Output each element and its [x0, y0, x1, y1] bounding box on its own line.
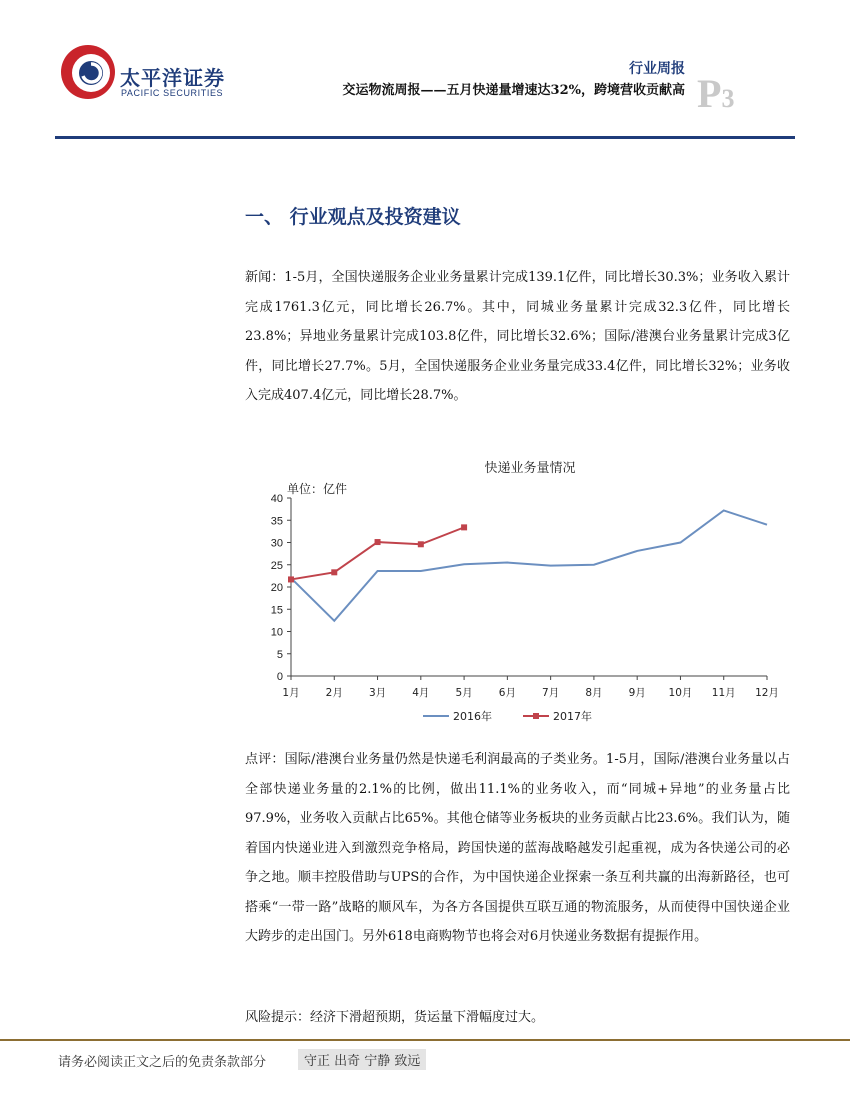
brand-name-cn: 太平洋证券	[120, 66, 225, 90]
data-point	[288, 576, 294, 582]
express-volume-chart	[243, 450, 783, 730]
series-line-2016年	[291, 510, 767, 620]
x-tick-label: 1月	[282, 687, 300, 699]
legend-label: 2016年	[453, 710, 492, 723]
x-tick-label: 5月	[455, 687, 473, 699]
data-point	[418, 541, 424, 547]
footer-motto: 守正 出奇 宁静 致远	[298, 1049, 426, 1070]
x-tick-label: 10月	[668, 687, 693, 699]
pacific-securities-logo	[60, 44, 116, 100]
data-point	[375, 539, 381, 545]
legend-marker	[533, 713, 539, 719]
y-tick-label: 15	[270, 604, 283, 617]
x-tick-label: 6月	[498, 687, 516, 699]
chart-title: 快递业务量情况	[484, 461, 576, 476]
y-tick-label: 20	[270, 582, 283, 594]
y-tick-label: 5	[276, 648, 283, 661]
series-layer	[288, 510, 767, 620]
x-tick-label: 11月	[711, 687, 736, 699]
page-number	[697, 70, 734, 117]
comment-paragraph: 点评：国际/港澳台业务量仍然是快递毛利润最高的子类业务。1-5月，国际/港澳台业务量以占全部快递业务量的2.1%的比例，做出11.1%的业务收入，而“同城+异地”的业务量占比97.9%，业务收入贡献占比65%。其他仓储等业务板块的业务贡献占比23.6%。我们认为，随着国内快递业进入到激烈竞争格局，跨国快递的蓝海战略越发引起重视，成为各快递公司的必争之地。顺丰控股借助与UPS的合作，为中国快递企业探索一条互利共赢的出海新路径，也可搭乘“一带一路”战略的顺风车，为各方各国提供互联互通的物流服务，从而使得中国快递企业大跨步的走出国门。另外618电商购物节也将会对6月快递业务数据有提振作用。	[245, 752, 790, 944]
data-point	[331, 569, 337, 575]
chart-unit-label: 单位：亿件	[287, 482, 348, 496]
page-number-digit: 3	[721, 84, 735, 113]
x-tick-label: 7月	[542, 687, 560, 699]
y-tick-label: 40	[270, 493, 283, 505]
x-tick-label: 2月	[325, 687, 343, 699]
report-type: 行业周报	[629, 61, 685, 77]
report-title: 交运物流周报——五月快递量增速达32%，跨境营收贡献高	[342, 83, 685, 98]
x-tick-label: 4月	[412, 687, 430, 699]
footer-disclaimer: 请务必阅读正文之后的免责条款部分	[58, 1055, 267, 1070]
y-axis	[271, 493, 291, 683]
page-number-letter: P	[697, 71, 722, 116]
header-divider	[55, 136, 795, 139]
chart-legend	[423, 709, 592, 723]
y-tick-label: 25	[270, 559, 283, 572]
legend-label: 2017年	[553, 710, 592, 723]
y-tick-label: 35	[270, 515, 283, 528]
x-tick-label: 12月	[755, 687, 779, 699]
data-point	[461, 524, 467, 530]
x-tick-label: 3月	[368, 687, 387, 699]
section-title: 一、 行业观点及投资建议	[245, 206, 461, 228]
y-tick-label: 10	[270, 626, 283, 639]
brand-name-en: PACIFIC SECURITIES	[121, 88, 224, 98]
y-tick-label: 0	[276, 671, 283, 683]
news-paragraph: 新闻：1-5月，全国快递服务企业业务量累计完成139.1亿件，同比增长30.3%；业务收入累计完成1761.3亿元，同比增长26.7%。其中，同城业务量累计完成32.3亿件，同比增长23.8%；异地业务量累计完成103.8亿件，同比增长32.6%；国际/港澳台业务量累计完成3亿件，同比增长27.7%。5月，全国快递服务企业业务量完成33.4亿件，同比增长32%；业务收入完成407.4亿元，同比增长28.7%。	[245, 270, 790, 403]
footer-divider	[0, 1039, 850, 1041]
x-axis	[282, 676, 779, 699]
risk-paragraph: 风险提示：经济下滑超预期，货运量下滑幅度过大。	[245, 1010, 545, 1025]
y-tick-label: 30	[270, 537, 283, 550]
x-tick-label: 8月	[585, 687, 603, 699]
x-tick-label: 9月	[628, 687, 646, 699]
